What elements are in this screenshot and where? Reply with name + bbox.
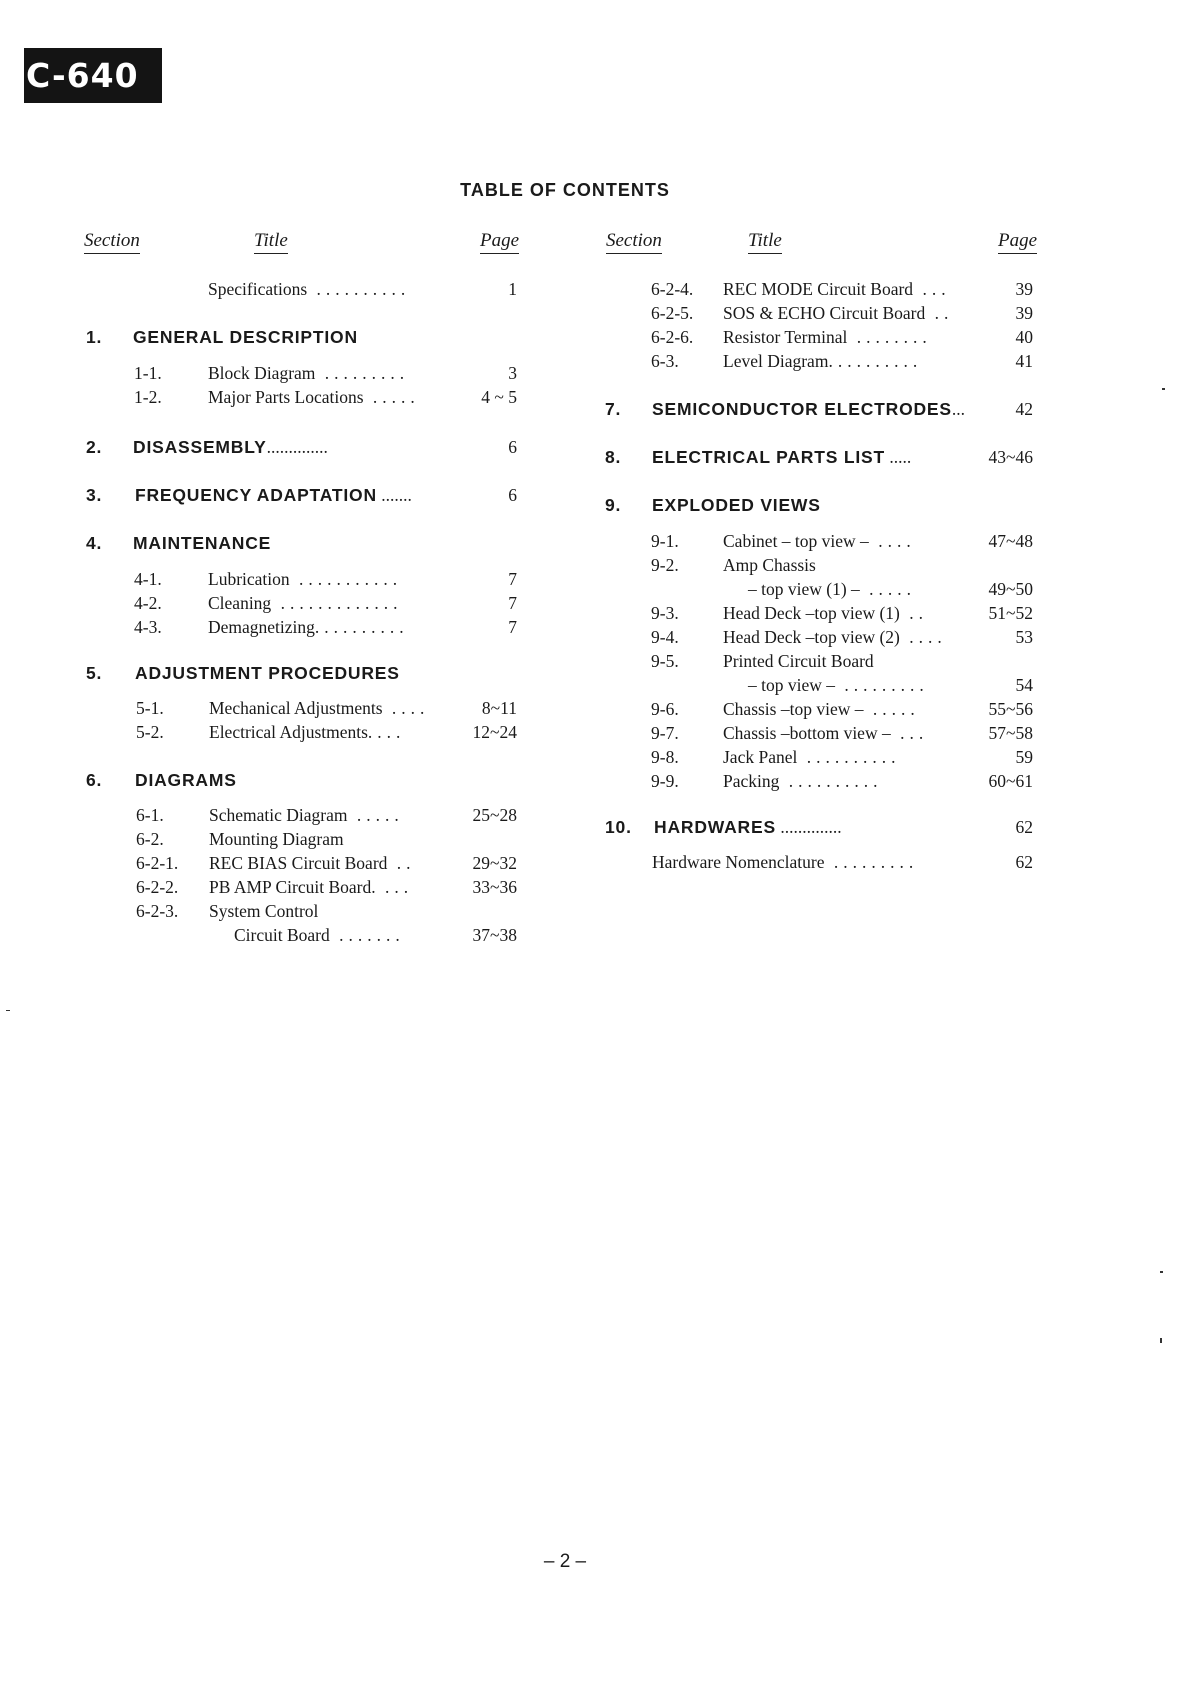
toc-entry-number: 4-1.	[134, 569, 162, 589]
toc-entry-number: 6-2-1.	[136, 853, 179, 873]
toc-entry-number: 5-1.	[136, 698, 164, 718]
toc-entry-title: REC MODE Circuit Board ...	[723, 279, 951, 299]
toc-entry-page: 49~50	[988, 579, 1033, 599]
toc-entry-title: Demagnetizing..........	[208, 617, 409, 637]
toc-entry-title: Specifications ..........	[208, 279, 411, 299]
scan-mark	[1162, 388, 1165, 390]
toc-entry-title: Mounting Diagram	[209, 829, 344, 849]
toc-entry-title: Level Diagram..........	[723, 351, 923, 371]
toc-entry-page: 37~38	[472, 925, 517, 945]
toc-entry-page: 57~58	[988, 723, 1033, 743]
model-number-badge: C-640	[24, 48, 162, 103]
toc-entry-title: Head Deck –top view (1) ..	[723, 603, 929, 623]
toc-section-title: EXPLODED VIEWS	[652, 495, 821, 515]
toc-entry-number: 4-2.	[134, 593, 162, 613]
toc-section-number: 6.	[86, 770, 103, 790]
toc-section-title: HARDWARES ..............	[654, 817, 842, 837]
toc-entry-title: Packing ..........	[723, 771, 883, 791]
toc-section-page: 62	[1015, 817, 1033, 837]
toc-entry-title: SOS & ECHO Circuit Board ..	[723, 303, 954, 323]
toc-entry-title: System Control	[209, 901, 319, 921]
toc-entry-page: 41	[1015, 351, 1033, 371]
toc-entry-title: – top view – .........	[748, 675, 929, 695]
toc-entry-title: Printed Circuit Board	[723, 651, 874, 671]
toc-section-number: 5.	[86, 663, 103, 683]
toc-entry-page: 51~52	[988, 603, 1033, 623]
toc-entry-number: 5-2.	[136, 722, 164, 742]
toc-entry-page: 39	[1015, 303, 1033, 323]
toc-title: TABLE OF CONTENTS	[460, 180, 670, 200]
toc-section-number: 8.	[605, 447, 622, 467]
toc-section-title: DISASSEMBLY..............	[133, 437, 328, 457]
toc-entry-title: Mechanical Adjustments ....	[209, 698, 430, 718]
toc-section-number: 2.	[86, 437, 103, 457]
toc-entry-title: Circuit Board .......	[234, 925, 405, 945]
toc-entry-title: Major Parts Locations .....	[208, 387, 420, 407]
toc-section-number: 7.	[605, 399, 622, 419]
toc-entry-page: 53	[1015, 627, 1033, 647]
toc-entry-title: Block Diagram .........	[208, 363, 410, 383]
toc-entry-page: 60~61	[988, 771, 1033, 791]
toc-entry-title: Cabinet – top view – ....	[723, 531, 916, 551]
toc-entry-number: 6-2.	[136, 829, 164, 849]
toc-entry-page: 12~24	[472, 722, 517, 742]
toc-entry-page: 3	[508, 363, 517, 383]
toc-entry-page: 33~36	[472, 877, 517, 897]
toc-section-page: 6	[508, 437, 517, 457]
toc-entry-page: 8~11	[481, 698, 517, 718]
toc-entry-page: 25~28	[472, 805, 517, 825]
toc-entry-title: – top view (1) – .....	[748, 579, 917, 599]
scan-mark	[1160, 1271, 1163, 1273]
toc-section-title: SEMICONDUCTOR ELECTRODES...	[652, 399, 965, 419]
toc-entry-title: Head Deck –top view (2) ....	[723, 627, 947, 647]
toc-entry-number: 6-2-6.	[651, 327, 694, 347]
toc-entry-title: Schematic Diagram .....	[209, 805, 404, 825]
toc-entry-number: 9-9.	[651, 771, 679, 791]
toc-section-page: 6	[508, 485, 517, 505]
toc-entry-title: Resistor Terminal ........	[723, 327, 932, 347]
toc-section-number: 9.	[605, 495, 622, 515]
toc-section-number: 4.	[86, 533, 103, 553]
scan-mark	[6, 1010, 10, 1011]
col-header-page-left: Page	[480, 230, 519, 254]
toc-entry-number: 6-2-2.	[136, 877, 179, 897]
toc-entry-page: 59	[1015, 747, 1033, 767]
toc-section-page: 43~46	[988, 447, 1033, 467]
toc-entry-page: 7	[508, 593, 517, 613]
toc-entry-number: 4-3.	[134, 617, 162, 637]
toc-entry-title: Chassis –bottom view – ...	[723, 723, 929, 743]
toc-section-title: ADJUSTMENT PROCEDURES	[135, 663, 400, 683]
toc-entry-page: 55~56	[988, 699, 1033, 719]
col-header-title-left: Title	[254, 230, 288, 254]
toc-entry-number: 6-1.	[136, 805, 164, 825]
toc-entry-number: 9-8.	[651, 747, 679, 767]
toc-entry-page: 62	[1015, 852, 1033, 872]
toc-entry-page: 7	[508, 617, 517, 637]
toc-entry-number: 6-3.	[651, 351, 679, 371]
col-header-section-right: Section	[606, 230, 662, 254]
page-number: – 2 –	[543, 1551, 587, 1572]
col-header-section-left: Section	[84, 230, 140, 254]
scan-mark	[1160, 1338, 1162, 1343]
toc-entry-title: PB AMP Circuit Board. ...	[209, 877, 414, 897]
toc-entry-title: REC BIAS Circuit Board ..	[209, 853, 416, 873]
toc-entry-page: 4 ~ 5	[481, 387, 517, 407]
toc-section-title: MAINTENANCE	[133, 533, 272, 553]
toc-section-number: 1.	[86, 327, 103, 347]
toc-entry-number: 1-2.	[134, 387, 162, 407]
toc-entry-number: 9-6.	[651, 699, 679, 719]
toc-entry-page: 40	[1015, 327, 1033, 347]
toc-entry-page: 54	[1015, 675, 1033, 695]
toc-section-title: ELECTRICAL PARTS LIST .....	[652, 447, 912, 467]
toc-section-title: FREQUENCY ADAPTATION .......	[135, 485, 412, 505]
toc-entry-page: 47~48	[988, 531, 1033, 551]
toc-section-page: 42	[1015, 399, 1033, 419]
toc-entry-title: Amp Chassis	[723, 555, 816, 575]
toc-entry-number: 6-2-4.	[651, 279, 694, 299]
toc-entry-page: 7	[508, 569, 517, 589]
toc-section-title: GENERAL DESCRIPTION	[133, 327, 358, 347]
toc-entry-title: Hardware Nomenclature .........	[652, 852, 919, 872]
toc-entry-number: 9-2.	[651, 555, 679, 575]
toc-entry-number: 9-7.	[651, 723, 679, 743]
toc-section-number: 10.	[605, 817, 632, 837]
toc-entry-page: 39	[1015, 279, 1033, 299]
toc-section-number: 3.	[86, 485, 103, 505]
toc-entry-number: 6-2-3.	[136, 901, 179, 921]
toc-entry-number: 1-1.	[134, 363, 162, 383]
toc-entry-number: 9-5.	[651, 651, 679, 671]
toc-entry-title: Cleaning .............	[208, 593, 403, 613]
col-header-page-right: Page	[998, 230, 1037, 254]
toc-entry-number: 9-3.	[651, 603, 679, 623]
toc-entry-title: Chassis –top view – .....	[723, 699, 920, 719]
toc-section-title: DIAGRAMS	[135, 770, 237, 790]
toc-entry-title: Lubrication ...........	[208, 569, 403, 589]
toc-entry-title: Jack Panel ..........	[723, 747, 901, 767]
toc-entry-page: 29~32	[472, 853, 517, 873]
toc-entry-number: 9-1.	[651, 531, 679, 551]
toc-entry-title: Electrical Adjustments....	[209, 722, 406, 742]
col-header-title-right: Title	[748, 230, 782, 254]
toc-entry-page: 1	[508, 279, 517, 299]
toc-entry-number: 9-4.	[651, 627, 679, 647]
toc-entry-number: 6-2-5.	[651, 303, 694, 323]
